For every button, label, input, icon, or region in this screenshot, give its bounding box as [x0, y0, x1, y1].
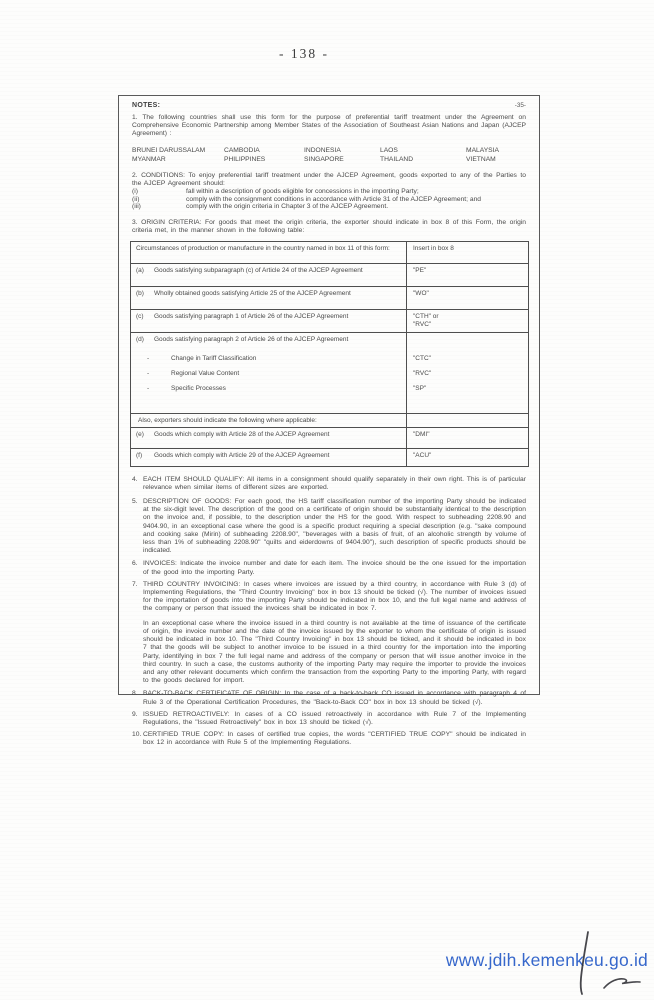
dash-bullet: - [147, 370, 150, 378]
note-paragraph-2: 2. CONDITIONS: To enjoy preferential tariff treatment under the AJCEP Agreement, goods exported to any of the Parties to the AJCEP Agreement should: [132, 172, 526, 188]
row-letter: (b) [136, 290, 144, 298]
row-letter: (d) [136, 336, 144, 344]
country: PHILIPPINES [224, 155, 266, 163]
origin-criteria-table [130, 241, 529, 467]
country: MYANMAR [132, 155, 166, 163]
notes-box [118, 95, 540, 747]
note-paragraph-8: 8. BACK-TO-BACK CERTIFICATE OF ORIGIN: In the case of a back-to-back CO issued in accordance with paragraph 4 of Rule 3 of the Operational Certification Procedures, the "Back-to-Back CO" box in box 13 should be ticked (√). [132, 690, 526, 706]
country: VIETNAM [466, 155, 496, 163]
condition-number: (i) [132, 188, 138, 196]
condition-item [132, 203, 526, 210]
row-text: Goods which comply with Article 29 of the AJCEP Agreement [154, 451, 330, 459]
condition-item [132, 188, 526, 195]
dash-bullet: - [147, 355, 150, 363]
note-paragraph-1: 1. The following countries shall use this form for the purpose of preferential tariff treatment under the Agreement on Comprehensive Economic Partnership among Member States of the Association of Southeast Asian Nations and Japan (AJCEP Agreement) : [132, 114, 526, 138]
row-code: "SP" [413, 385, 427, 393]
signature-mark [552, 928, 652, 1000]
table-row-f [131, 449, 528, 466]
table-row-also [131, 414, 528, 428]
note-paragraph-5: 5. DESCRIPTION OF GOODS: For each good, the HS tariff classification number of the importing Party should be indicated at the six-digit level. The description of the good on a certificate of origin should be substantially identical to the description on the invoice and, if possible, to the description under the HS for the good. With respect to subheading 2208.90 and 9404.90, in an exceptional case where the good is a specific product requiring a special description (e.g. "sake compound and cooking sake (Mirin) of subheading 2208.90", "beverages with a basis of fruit, of an alcoholic strength by volume of less than 1% of subheading 2208.90" "quilts and eiderdowns of 9404.90"), such description of specific products should be indicated. [132, 498, 526, 555]
condition-item [132, 196, 526, 203]
row-d-subitem: - Change in Tariff Classification [131, 355, 406, 370]
country: THAILAND [380, 155, 414, 163]
watermark-url: www.jdih.kemenkeu.go.id [445, 950, 648, 970]
condition-number: (ii) [132, 195, 140, 203]
table-row-b [131, 287, 528, 310]
condition-number: (iii) [132, 203, 141, 211]
row-text: Goods satisfying paragraph 2 of Article 26 of the AJCEP Agreement [154, 336, 349, 344]
row-letter: (c) [136, 313, 144, 321]
country: MALAYSIA [466, 146, 499, 154]
row-d-subitem: - Regional Value Content [131, 370, 406, 385]
notes-header-row [132, 102, 526, 109]
country: CAMBODIA [224, 146, 260, 154]
note-paragraph-4: 4. EACH ITEM SHOULD QUALIFY: All items in a consignment should qualify separately in their own right. This is of particular relevance when similar items of different sizes are exported. [132, 475, 526, 491]
row-text: Goods satisfying paragraph 1 of Article 26 of the AJCEP Agreement [154, 313, 349, 321]
row-d-subitem: - Specific Processes [131, 385, 406, 400]
row-text: Wholly obtained goods satisfying Article 25 of the AJCEP Agreement [154, 290, 351, 298]
row-letter: (e) [136, 430, 144, 438]
note-paragraph-10: 10. CERTIFIED TRUE COPY: In cases of certified true copies, the words "CERTIFIED TRUE COPY" should be indicated in box 12 in accordance with Rule 5 of the Implementing Regulations. [132, 731, 526, 747]
country: INDONESIA [304, 146, 341, 154]
note-paragraph-7: 7. THIRD COUNTRY INVOICING: In cases where invoices are issued by a third country, in accordance with Rule 3 (d) of Implementing Regulations, the "Third Country Invoicing" box in box 13 should be ticked (√). The number of invoices issued for the importation of goods into the importing Party should be indicated in box 10, and the full legal name and address of the company or person that issued the invoices shall be indicated in box 7. [132, 580, 526, 613]
condition-text: comply with the consignment conditions in accordance with Article 31 of the AJCEP Agreement; and [186, 195, 482, 203]
note-paragraph-7-continued: In an exceptional case where the invoice issued in a third country is not available at the time of issuance of the certificate of origin, the invoice number and the date of the invoice issued by the exporter to whom the certificate of origin is issued should be indicated in box 10. The "Third Country Invoicing" in box 13 should be ticked, and it should be indicated in box 7 that the goods will be subject to another invoice to be issued in a third country for the importation into the importing Party, identifying in box 7 the full legal name and address of the company or person that will issue another invoice in the third country. In such a case, the customs authority of the importing Party may require the importer to provide the invoices and any other relevant documents which confirm the transaction from the exporting Party to the importing Party, with regard to the goods declared for import. [143, 619, 526, 685]
row-code: "WO" [406, 287, 528, 309]
row-code: "CTC" [413, 355, 431, 363]
row-letter: (a) [136, 267, 144, 275]
table-row-c [131, 310, 528, 333]
row-text: Goods which comply with Article 28 of the AJCEP Agreement [154, 430, 330, 438]
table-header-row [131, 242, 528, 264]
condition-text: comply with the origin criteria in Chapter 3 of the AJCEP Agreement. [186, 203, 389, 211]
row-text: Goods satisfying subparagraph (c) of Article 24 of the AJCEP Agreement [154, 267, 363, 275]
condition-text: fall within a description of goods eligible for concessions in the importing Party; [186, 188, 419, 196]
table-row-e [131, 428, 528, 449]
row-code: "RVC" [413, 370, 432, 378]
row-code: "ACU" [406, 449, 528, 466]
note-paragraph-6: 6. INVOICES: Indicate the invoice number and date for each item. The invoice should be the one issued for the importation of the good into the importing Party. [132, 560, 526, 576]
note-paragraph-9: 9. ISSUED RETROACTIVELY: In cases of a CO issued retroactively in accordance with Rule 7 of the Implementing Regulations, the "Issued Retroactively" box in box 13 should be ticked (√). [132, 710, 526, 726]
table-header-left: Circumstances of production or manufacture in the country named in box 11 of this form: [136, 245, 390, 253]
page-number: - 138 - [279, 46, 329, 61]
note-paragraph-3: 3. ORIGIN CRITERIA: For goods that meet the origin criteria, the exporter should indicate in box 8 of this Form, the origin criteria met, in the manner shown in the following table: [132, 218, 526, 234]
dash-bullet: - [147, 385, 150, 393]
row-code: "PE" [406, 264, 528, 286]
country: BRUNEI DARUSSALAM [132, 146, 206, 154]
country-list [132, 147, 526, 164]
also-note: Also, exporters should indicate the following where applicable: [138, 416, 317, 424]
sheet-corner-number: -35- [514, 102, 526, 109]
table-header-right: Insert in box 8 [406, 242, 528, 263]
table-row-d [131, 333, 528, 414]
table-row-a [131, 264, 528, 287]
notes-title: NOTES: [132, 102, 161, 109]
row-letter: (f) [136, 451, 143, 459]
country: LAOS [380, 146, 398, 154]
country: SINGAPORE [304, 155, 344, 163]
row-code: "CTH" or "RVC" [406, 310, 528, 332]
row-code: "DMI" [406, 428, 528, 448]
